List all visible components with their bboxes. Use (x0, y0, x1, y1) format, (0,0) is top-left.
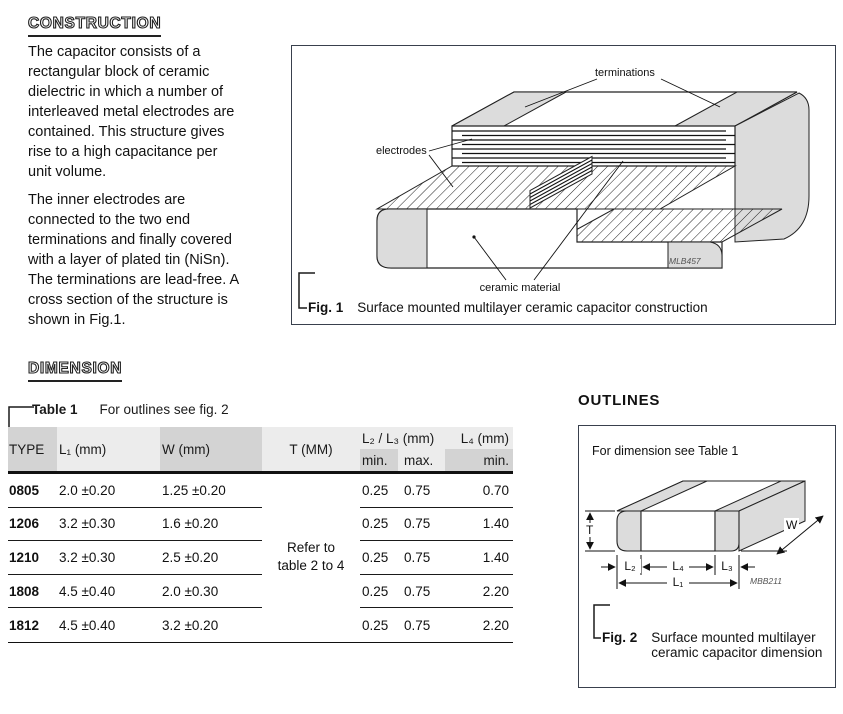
table-row (8, 575, 513, 609)
col-header-l1: L₁ (mm) (57, 427, 160, 471)
fig1-caption-text: Surface mounted multilayer ceramic capacitor construction (357, 300, 708, 315)
text-line: contained. This structure gives (28, 124, 225, 140)
t-column-note (254, 539, 368, 575)
table-row (8, 508, 513, 542)
subheader-min: min. (360, 449, 398, 471)
text-line: connected to the two end (28, 212, 191, 228)
text-line: shown in Fig.1. (28, 312, 126, 328)
text-line: interleaved metal electrodes are (28, 104, 235, 120)
drawing-code: MBB211 (750, 576, 782, 586)
fig2-caption-line2: ceramic capacitor dimension (651, 645, 823, 660)
cell-type: 1206 (8, 508, 57, 542)
fig2-caption (602, 630, 822, 660)
text-line: The inner electrodes are (28, 192, 186, 208)
cell-l1: 4.5 ±0.40 (57, 575, 160, 609)
text-line: rectangular block of ceramic (28, 64, 210, 80)
cell-l2l3-min: 0.25 (360, 474, 398, 508)
cell-l2l3-max: 0.75 (398, 575, 445, 609)
construction-paragraph-1 (28, 42, 298, 182)
table-title (32, 402, 229, 417)
cell-l2l3-max: 0.75 (404, 617, 431, 633)
terminations-label: terminations (595, 67, 655, 79)
cell-l1: 3.2 ±0.30 (57, 508, 160, 542)
text-line: The capacitor consists of a (28, 44, 201, 60)
dim-t-label: T (586, 523, 594, 537)
table-header (8, 427, 513, 474)
fig1-number: Fig. 1 (308, 300, 344, 315)
col-header-l2l3: L₂ / L₃ (mm) (360, 427, 445, 449)
construction-heading: CONSTRUCTION (28, 15, 161, 37)
fig1-caption (308, 300, 708, 315)
cell-type: 1812 (9, 617, 40, 633)
cell-l1: 2.0 ±0.20 (57, 474, 160, 508)
text-line: cross section of the structure is (28, 292, 228, 308)
cell-l2l3-min: 0.25 (360, 508, 398, 542)
cell-w: 2.0 ±0.30 (160, 575, 262, 609)
cell-l2l3-max: 0.75 (398, 541, 445, 575)
cell-l4-min: 1.40 (445, 541, 513, 575)
cell-l1: 3.2 ±0.30 (57, 541, 160, 575)
cell-type: 1210 (8, 541, 57, 575)
text-line: unit volume. (28, 164, 107, 180)
cell-type: 0805 (8, 474, 57, 508)
dim-l4-label: L₄ (667, 559, 689, 573)
cell-w: 3.2 ±0.20 (162, 617, 219, 633)
dim-w-label: W (786, 518, 798, 532)
dim-l3-label: L₃ (716, 559, 738, 573)
cell-l2l3-min: 0.25 (362, 617, 389, 633)
cell-l4-min: 2.20 (445, 575, 513, 609)
text-line: rise to a high capacitance per (28, 144, 218, 160)
table-note: For outlines see fig. 2 (99, 402, 229, 417)
table-body (8, 474, 513, 642)
text-line: dielectric in which a number of (28, 84, 224, 100)
drawing-code: MLB457 (669, 256, 701, 266)
t-note-line2: table 2 to 4 (277, 558, 345, 573)
ceramic-material-label: ceramic material (479, 282, 561, 294)
table-row (8, 474, 513, 508)
t-note-line1: Refer to (286, 540, 336, 555)
cell-l2l3-min: 0.25 (360, 541, 398, 575)
dimension-table (8, 427, 513, 643)
fig2-number: Fig. 2 (602, 630, 638, 645)
col-header-l4: L₄ (mm) (445, 427, 513, 449)
fig2-caption-text (651, 630, 822, 660)
dim-l1-label: L₁ (667, 575, 689, 589)
col-header-w: W (mm) (160, 427, 262, 471)
cell-l4-min: 2.20 (482, 617, 509, 633)
table-label: Table 1 (32, 402, 78, 417)
cell-l2l3-max: 0.75 (398, 508, 445, 542)
cell-type: 1808 (8, 575, 57, 609)
col-header-type: TYPE (8, 427, 57, 471)
fig2-box (578, 425, 836, 688)
cell-w: 2.5 ±0.20 (160, 541, 262, 575)
dim-l2-label: L₂ (619, 559, 641, 573)
outlines-heading: OUTLINES (578, 392, 661, 409)
cell-l4-min: 0.70 (445, 474, 513, 508)
table-row (8, 608, 513, 642)
fig2-note: For dimension see Table 1 (592, 444, 739, 458)
text-line: terminations and finally covered (28, 232, 232, 248)
construction-paragraph-2 (28, 190, 298, 330)
cell-l1: 4.5 ±0.40 (59, 617, 116, 633)
cell-l4-min: 1.40 (445, 508, 513, 542)
cell-w: 1.25 ±0.20 (160, 474, 262, 508)
dimension-heading: DIMENSION (28, 360, 122, 382)
cell-l2l3-min: 0.25 (360, 575, 398, 609)
fig1-box (291, 45, 836, 325)
subheader-l4-min: min. (445, 449, 513, 471)
text-line: with a layer of plated tin (NiSn). (28, 252, 230, 268)
cell-l2l3-max: 0.75 (398, 474, 445, 508)
subheader-max: max. (398, 449, 445, 471)
text-line: The terminations are lead-free. A (28, 272, 240, 288)
electrodes-label: electrodes (376, 145, 427, 157)
fig2-caption-line1: Surface mounted multilayer (651, 630, 816, 645)
col-header-t: T (MM) (262, 427, 360, 471)
cell-w: 1.6 ±0.20 (160, 508, 262, 542)
